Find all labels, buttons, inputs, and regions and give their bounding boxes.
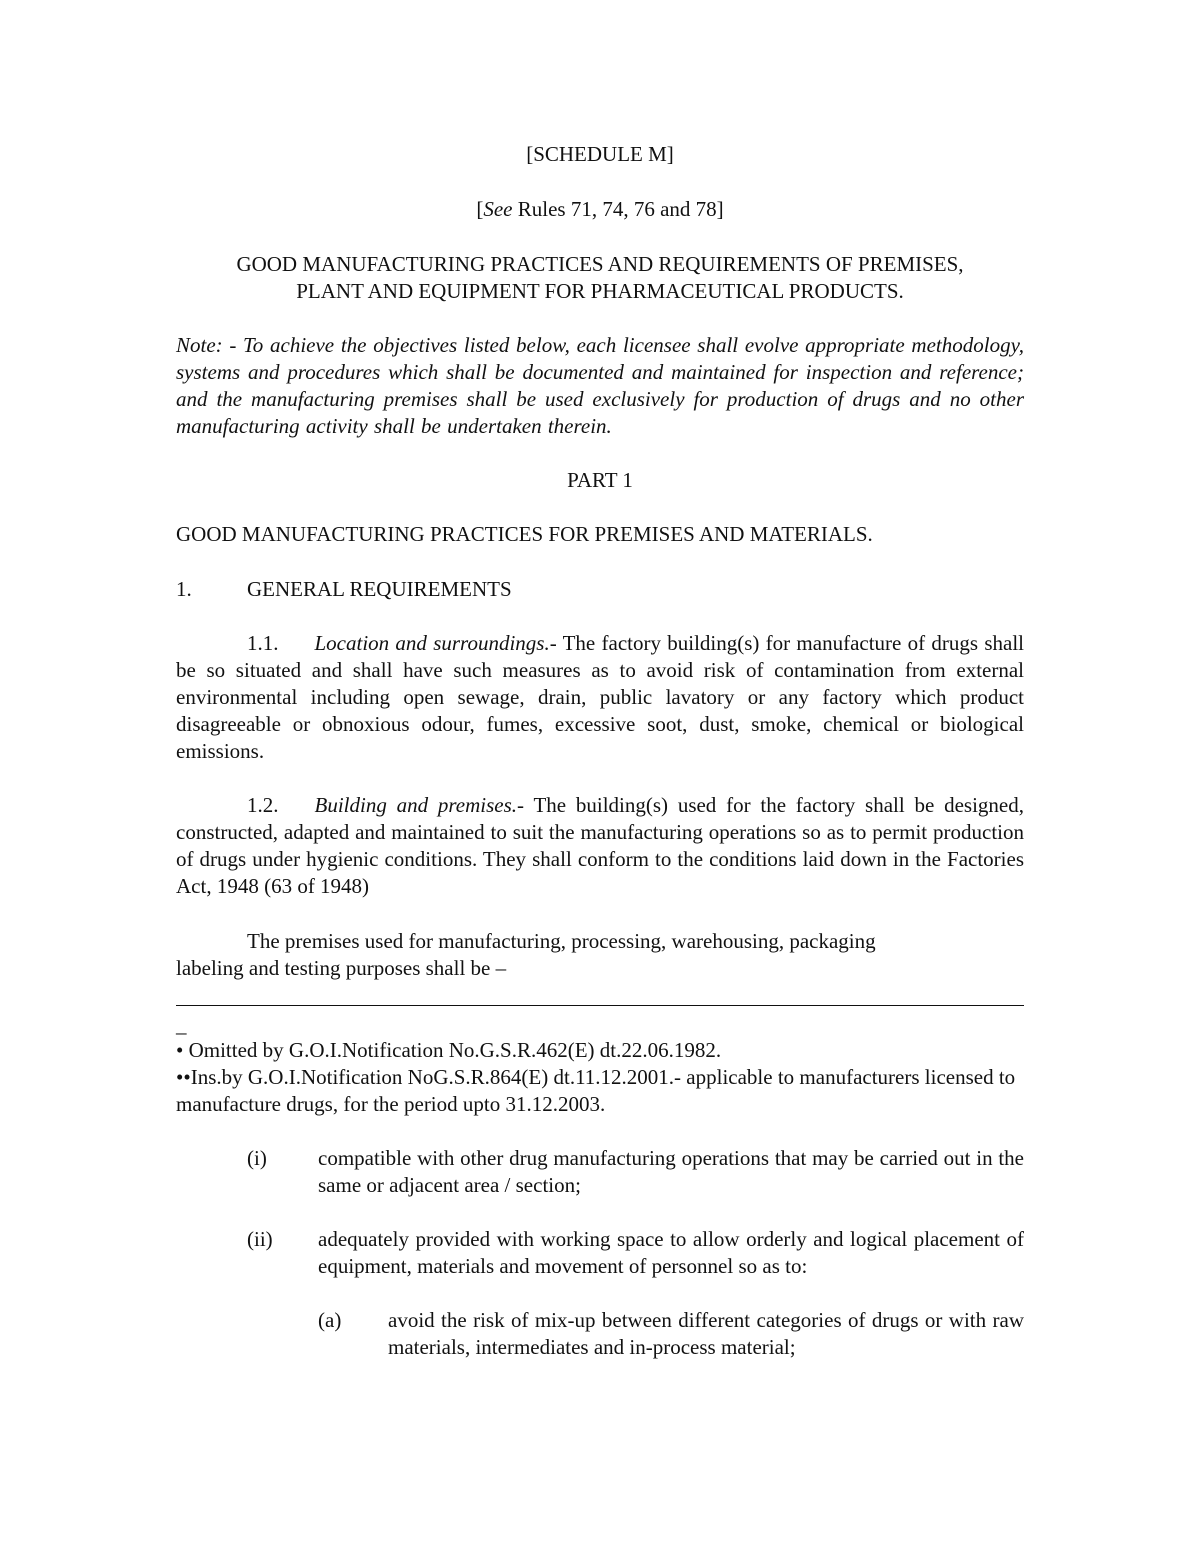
part-subheading: GOOD MANUFACTURING PRACTICES FOR PREMISES AND MATERIALS. <box>176 522 873 546</box>
list-item-ii-number: (ii) <box>247 1227 273 1251</box>
paragraph-1-1-number: 1.1. <box>247 631 279 655</box>
part-heading: PART 1 <box>567 468 633 492</box>
note-paragraph: Note: - To achieve the objectives listed below, each licensee shall evolve appropriate methodology, systems and procedures which shall be documented and maintained for inspection and reference; and the manufacturing premises shall be used exclusively for production of drugs and no other manufacturing activity shall be undertaken therein. <box>176 333 1024 438</box>
footnote-1: • Omitted by G.O.I.Notification No.G.S.R.462(E) dt.22.06.1982. <box>176 1038 722 1062</box>
paragraph-1-1-title: Location and surroundings.- <box>314 631 557 655</box>
rules-see-word: See <box>483 197 513 221</box>
paragraph-1-2-text: The building(s) used for the factory shall be designed, constructed, adapted and maintained to suit the manufacturing operations so as to permit production of drugs under hygienic conditions. They shall conform to the conditions laid down in the Factories Act, 1948 (63 of 1948) <box>176 793 1024 898</box>
paragraph-1-1-text: The factory building(s) for manufacture of drugs shall be so situated and shall have such measures as to avoid risk of contamination from external environmental including open sewage, drain, public lavatory or any factory which product disagreeable or obnoxious odour, fumes, excessive soot, dust, smoke, chemical or biological emissions. <box>176 631 1024 763</box>
footnote-separator <box>176 1005 1024 1006</box>
rules-text: Rules 71, 74, 76 and 78] <box>512 197 724 221</box>
footnote-dash: _ <box>176 1013 187 1037</box>
paragraph-1-2 <box>176 792 1024 900</box>
list-item-ii-text: adequately provided with working space to allow orderly and logical placement of equipment, materials and movement of personnel so as to: <box>318 1227 1024 1278</box>
document-title-line-2: PLANT AND EQUIPMENT FOR PHARMACEUTICAL PRODUCTS. <box>296 279 904 303</box>
paragraph-1-2-number: 1.2. <box>247 793 279 817</box>
paragraph-1-2-title: Building and premises.- <box>314 793 525 817</box>
document-title-line-1: GOOD MANUFACTURING PRACTICES AND REQUIREMENTS OF PREMISES, <box>236 252 964 276</box>
rules-reference <box>176 196 1024 223</box>
schedule-heading: [SCHEDULE M] <box>526 142 674 166</box>
list-item-i-text: compatible with other drug manufacturing operations that may be carried out in the same or adjacent area / section; <box>318 1146 1024 1197</box>
footnote-2: ••Ins.by G.O.I.Notification NoG.S.R.864(E) dt.11.12.2001.- applicable to manufacturers licensed to manufacture drugs, for the period upto 31.12.2003. <box>176 1065 1016 1116</box>
list-item-a-number: (a) <box>318 1308 342 1332</box>
list-item-a-text: avoid the risk of mix-up between different categories of drugs or with raw materials, intermediates and in-process material; <box>388 1308 1024 1359</box>
section-number: 1. <box>176 577 192 601</box>
paragraph-1-1 <box>176 630 1024 765</box>
rules-open-bracket: [ <box>476 197 484 221</box>
premises-intro-line-2: labeling and testing purposes shall be – <box>176 956 507 980</box>
list-item-i-number: (i) <box>247 1146 267 1170</box>
premises-intro-line-1: The premises used for manufacturing, processing, warehousing, packaging <box>247 929 876 953</box>
section-title: GENERAL REQUIREMENTS <box>247 577 512 601</box>
